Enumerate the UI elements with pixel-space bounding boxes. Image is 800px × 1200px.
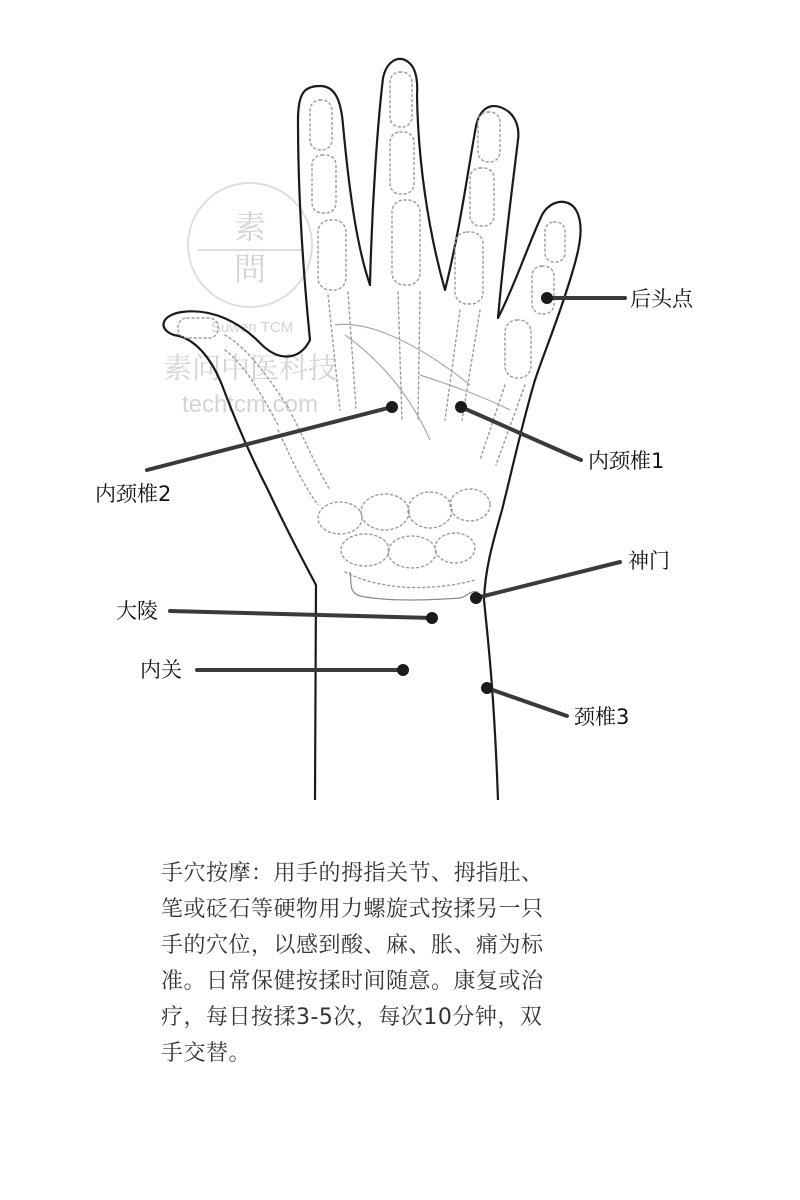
acupoint-neijingzhui1: [455, 401, 467, 413]
hand-outline: [164, 59, 581, 800]
leader-line-neijingzhui1: [461, 407, 581, 460]
acupoint-shenmen: [470, 592, 482, 604]
leader-line-jingzhui3: [487, 688, 567, 716]
watermark-brand-en: Suwen TCM: [210, 319, 294, 336]
acupoints: [386, 292, 553, 694]
acupoint-houtoudian: [541, 292, 553, 304]
watermark-brand-cn: 素问中医科技: [162, 353, 338, 385]
watermark-site: techtcm.com: [181, 391, 319, 418]
label-neiguan: 内关: [140, 658, 182, 682]
massage-instructions: [161, 856, 641, 1072]
watermark: [163, 183, 337, 418]
instruction-line: 手穴按摩：用手的拇指关节、拇指肚、: [161, 861, 544, 886]
label-neijingzhui2: 内颈椎2: [95, 482, 172, 506]
label-houtoudian: 后头点: [630, 287, 693, 311]
watermark-seal-char-top: 素: [233, 209, 267, 245]
instruction-line: 手的穴位，以感到酸、麻、胀、痛为标: [161, 933, 544, 958]
label-daling: 大陵: [116, 599, 158, 623]
label-shenmen: 神门: [628, 549, 670, 573]
leader-line-daling: [170, 611, 432, 618]
label-jingzhui3: 颈椎3: [574, 705, 630, 729]
watermark-seal-char-bottom: 問: [233, 251, 267, 287]
acupoint-daling: [426, 612, 438, 624]
acupoint-neijingzhui2: [386, 401, 398, 413]
instruction-line: 手交替。: [161, 1041, 252, 1066]
instruction-line: 疗，每日按揉3-5次，每次10分钟，双: [161, 1005, 543, 1030]
watermark-seal: [188, 183, 312, 307]
palm-creases: [335, 324, 510, 440]
label-neijingzhui1: 内颈椎1: [588, 449, 665, 473]
instruction-line: 笔或砭石等硬物用力螺旋式按揉另一只: [161, 897, 544, 922]
leader-line-shenmen: [476, 562, 620, 598]
instruction-line: 准。日常保健按揉时间随意。康复或治: [161, 969, 544, 994]
wrist-crease: [350, 572, 478, 600]
acupoint-jingzhui3: [481, 682, 493, 694]
acupoint-neiguan: [397, 664, 409, 676]
